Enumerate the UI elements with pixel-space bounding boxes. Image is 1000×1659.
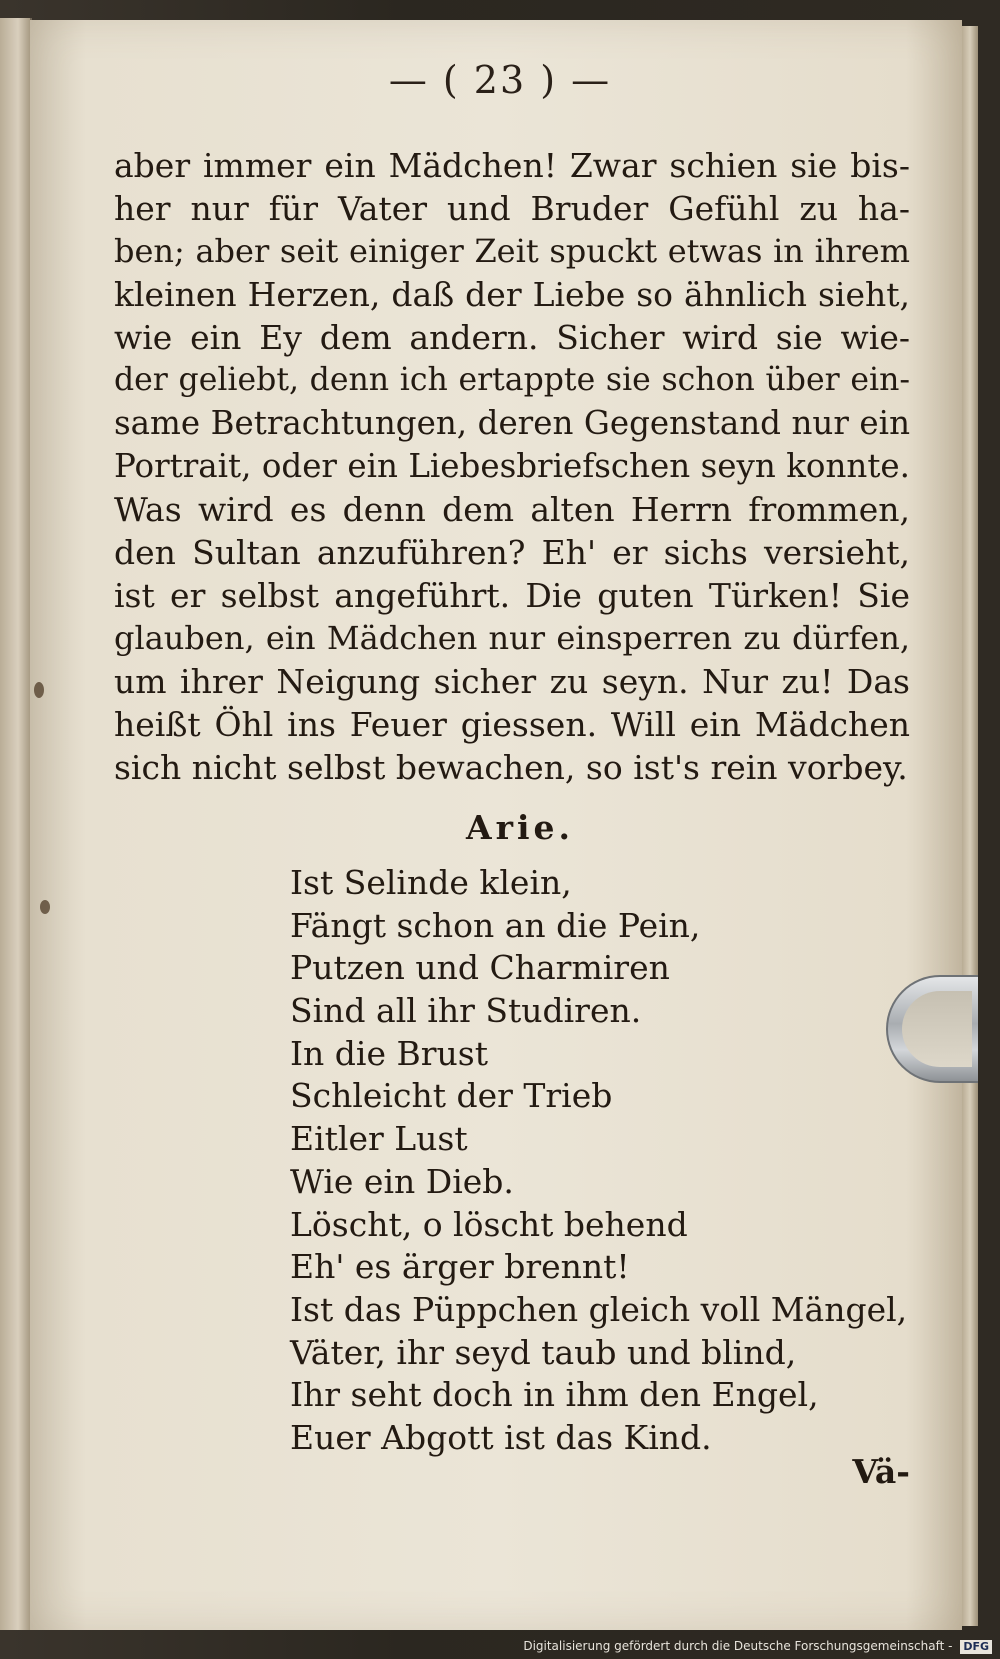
verse-line: Fängt schon an die Pein,: [290, 905, 701, 945]
verse-line: Löscht, o löscht behend: [290, 1204, 688, 1244]
prose-line: glauben, ein Mädchen nur einsperren zu dürfen,: [114, 619, 910, 657]
prose-line: ben; aber seit einiger Zeit spuckt etwas in ihrem: [114, 232, 910, 270]
prose-line: heißt Öhl ins Feuer giessen. Will ein Mädchen: [114, 705, 910, 744]
digitization-footer: [520, 1636, 992, 1656]
facing-page-edge: [0, 18, 32, 1630]
aria-heading: Arie.: [465, 808, 574, 847]
paper-stain: [34, 682, 44, 698]
verse-line: Ihr seht doch in ihm den Engel,: [290, 1375, 819, 1415]
verse-line: Eh' es ärger brennt!: [290, 1247, 630, 1287]
prose-line: den Sultan anzuführen? Eh' er sichs versieht,: [114, 533, 910, 572]
prose-paragraph: [114, 144, 910, 789]
verse-line: In die Brust: [290, 1033, 488, 1073]
verse-line: Ist Selinde klein,: [290, 863, 572, 902]
prose-line: kleinen Herzen, daß der Liebe so ähnlich sieht,: [114, 275, 910, 314]
prose-line: wie ein Ey dem andern. Sicher wird sie wie-: [114, 318, 910, 357]
prose-line: Portrait, oder ein Liebesbriefschen seyn konnte.: [114, 447, 910, 485]
verse-line: Wie ein Dieb.: [290, 1161, 514, 1201]
prose-line: ist er selbst angeführt. Die guten Türken! Sie: [114, 576, 910, 615]
verse-line: Ist das Püppchen gleich voll Mängel,: [290, 1289, 908, 1329]
prose-line: aber immer ein Mädchen! Zwar schien sie bis-: [114, 146, 910, 185]
catchword: Vä-: [852, 1452, 910, 1491]
prose-line: her nur für Vater und Bruder Gefühl zu ha-: [114, 189, 910, 228]
prose-line: Was wird es denn dem alten Herrn frommen,: [114, 490, 910, 529]
paper-stain: [40, 900, 50, 914]
verse-line: Sind all ihr Studiren.: [290, 991, 642, 1031]
prose-line: der geliebt, denn ich ertappte sie schon über ein-: [114, 362, 910, 398]
verse-line: Eitler Lust: [290, 1119, 468, 1159]
verse-line: Putzen und Charmiren: [290, 948, 670, 988]
verse-line: Schleicht der Trieb: [290, 1076, 613, 1116]
footer-credit-text: Digitalisierung gefördert durch die Deutsche Forschungsgemeinschaft -: [523, 1639, 953, 1653]
prose-line: same Betrachtungen, deren Gegenstand nur ein: [114, 404, 910, 442]
page-number-header: — ( 23 ) —: [388, 58, 612, 102]
page-fore-edge: [962, 26, 978, 1626]
prose-line: sich nicht selbst bewachen, so ist's rein vorbey.: [114, 748, 908, 787]
prose-line: um ihrer Neigung sicher zu seyn. Nur zu! Das: [114, 662, 910, 701]
verse-line: Euer Abgott ist das Kind.: [290, 1417, 712, 1457]
aria-verse: [290, 862, 920, 1460]
verse-line: Väter, ihr seyd taub und blind,: [290, 1332, 797, 1372]
dfg-logo: DFG: [960, 1640, 992, 1654]
